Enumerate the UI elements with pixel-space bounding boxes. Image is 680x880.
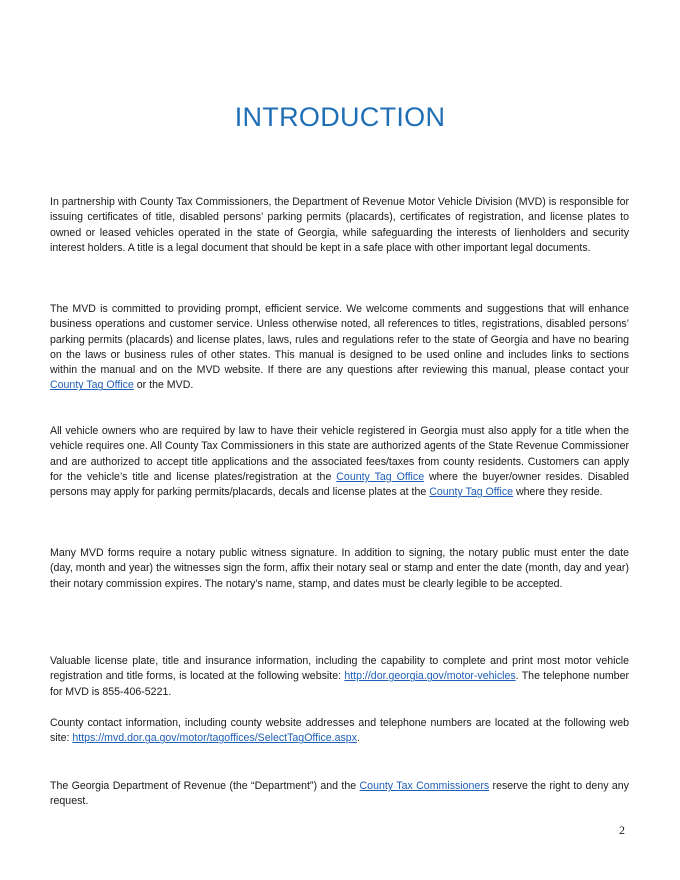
county-tag-office-link[interactable]: County Tag Office: [50, 379, 134, 392]
county-tax-commissioners-link[interactable]: County Tax Commissioners: [359, 780, 490, 792]
paragraph-partnership: In partnership with County Tax Commissioners, the Department of Revenue Motor Vehicle Division (MVD) is responsible for issuing certificates of title, disabled persons’ parking permits (placards), certificates of registration, and license plates to owned or leased vehicles operated in the state of Georgia, while safeguarding the interests of lienholders and security interest holders. A title is a legal document that should be kept in a safe place with other important legal documents.: [50, 196, 629, 254]
paragraph-text: . The telephone number for MVD is 855-406-5221.: [50, 670, 629, 698]
paragraph-website-info: [50, 654, 629, 700]
paragraph-vehicle-owners: [50, 424, 629, 500]
paragraph-reserve-right: [50, 779, 629, 810]
paragraph-county-contact: [50, 716, 629, 747]
paragraph-text: where they reside.: [513, 486, 603, 499]
paragraph-text: reserve the right to deny any request.: [50, 780, 629, 808]
mvd-website-link[interactable]: http://dor.georgia.gov/motor-vehicles: [344, 670, 516, 683]
county-tag-office-link[interactable]: County Tag Office: [429, 486, 514, 499]
paragraph-text: County contact information, including county website addresses and telephone numbers are located at the following web site:: [50, 717, 629, 745]
paragraph-text: Valuable license plate, title and insurance information, including the capability to complete and print most motor vehicle registration and title forms, is located at the following website:: [50, 655, 629, 683]
paragraph-text: where the buyer/owner resides. Disabled persons may apply for parking permits/placards, decals and license plates at the: [50, 470, 629, 499]
paragraph-mvd-commitment: [50, 302, 629, 394]
tag-office-lookup-link[interactable]: https://mvd.dor.ga.gov/motor/tagoffices/SelectTagOffice.aspx: [72, 732, 357, 745]
paragraph-text: The Georgia Department of Revenue (the “Department”) and the: [50, 780, 360, 792]
paragraph-text: .: [357, 732, 360, 745]
page-title: INTRODUCTION: [234, 102, 446, 132]
paragraph-text: All vehicle owners who are required by law to have their vehicle registered in Georgia must also apply for a title when the vehicle requires one. All County Tax Commissioners in this state are authorized agents of the State Revenue Commissioner and are authorized to accept title applications and the associated fees/taxes from county residents. Customers can apply for the vehicle’s title and license plates/registration at the: [50, 425, 629, 483]
paragraph-text: or the MVD.: [133, 379, 194, 392]
county-tag-office-link[interactable]: County Tag Office: [336, 470, 425, 483]
paragraph-notary: Many MVD forms require a notary public witness signature. In addition to signing, the notary public must enter the date (day, month and year) the witnesses sign the form, affix their notary seal or stamp and enter the date (month, day and year) their notary commission expires. The notary’s name, stamp, and dates must be clearly legible to be accepted.: [50, 547, 629, 590]
page-number: 2: [619, 823, 625, 837]
paragraph-text: The MVD is committed to providing prompt, efficient service. We welcome comments and suggestions that will enhance business operations and customer service. Unless otherwise noted, all references to titles, registrations, disabled persons’ parking permits (placards) and license plates, laws, rules and regulations refer to the state of Georgia and have no bearing on the laws or business rules of other states. This manual is designed to be used online and includes links to sections within the manual and on the MVD website. If there are any questions after reviewing this manual, please contact your: [50, 303, 629, 377]
